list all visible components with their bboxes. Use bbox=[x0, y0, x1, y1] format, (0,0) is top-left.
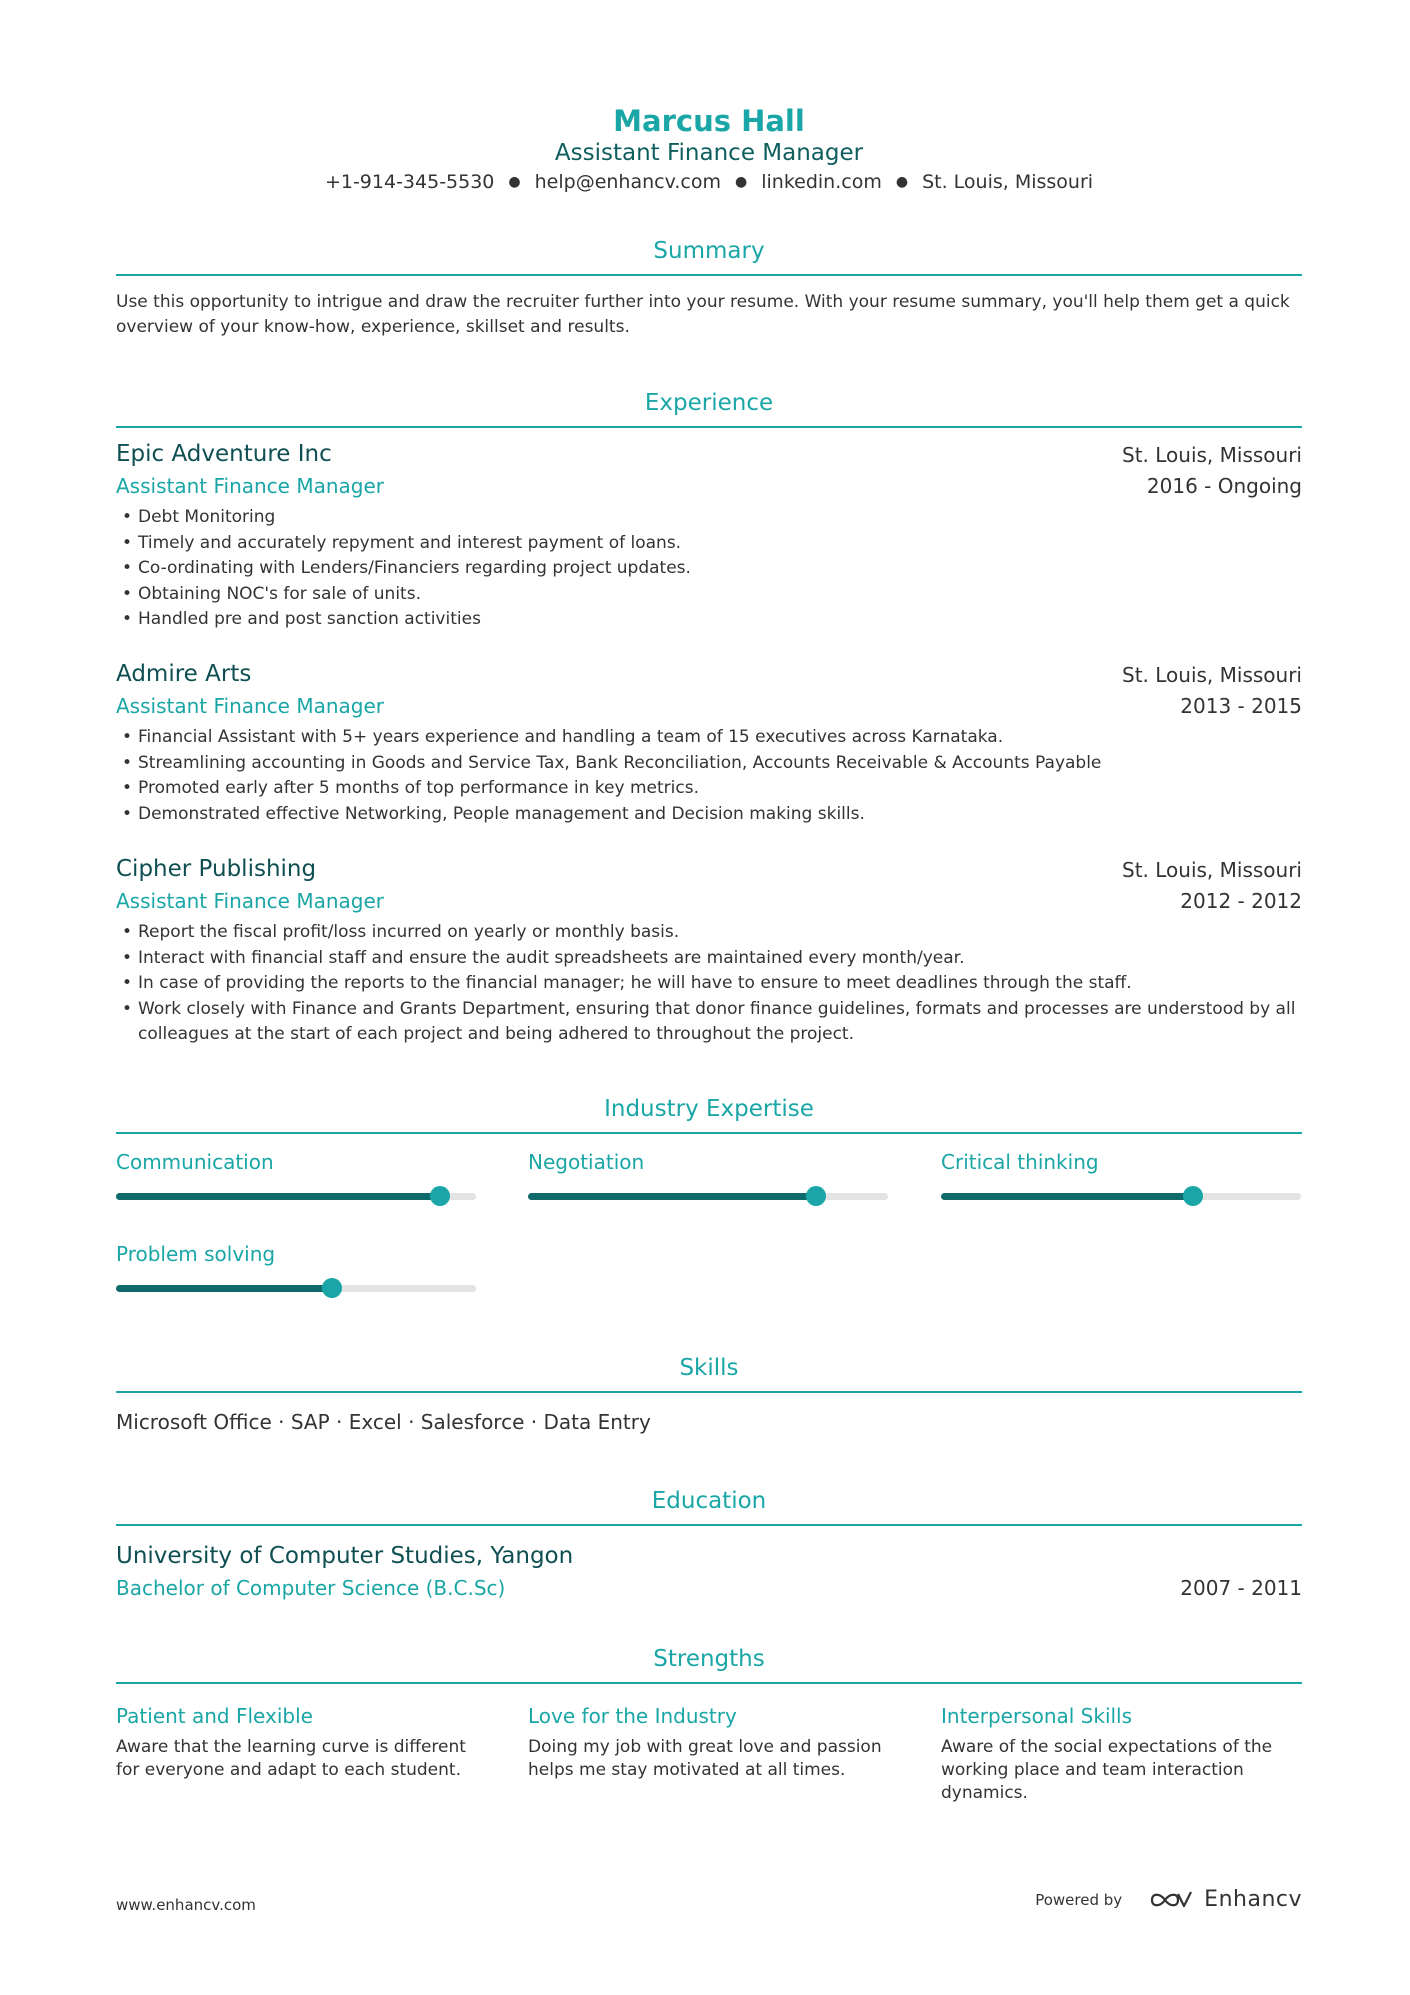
job-dates: 2013 - 2015 bbox=[1180, 694, 1302, 718]
section-title-expertise: Industry Expertise bbox=[604, 1096, 814, 1122]
job-role: Assistant Finance Manager bbox=[116, 889, 385, 913]
job-role: Assistant Finance Manager bbox=[116, 474, 385, 498]
expertise-fill bbox=[528, 1193, 816, 1200]
expertise-item bbox=[528, 1150, 888, 1174]
job-bullets bbox=[116, 725, 1302, 827]
job-bullets bbox=[116, 920, 1302, 1048]
list-item: • Demonstrated effective Networking, People management and Decision making skills. bbox=[116, 802, 1302, 828]
expertise-item bbox=[941, 1150, 1301, 1174]
education-dates: 2007 - 2011 bbox=[1180, 1576, 1302, 1600]
list-item: • Obtaining NOC's for sale of units. bbox=[116, 582, 1302, 608]
skill-separator: · bbox=[271, 1410, 291, 1434]
strength-desc: Doing my job with great love and passion helps me stay motivated at all times. bbox=[528, 1737, 882, 1780]
list-item: • Promoted early after 5 months of top performance in key metrics. bbox=[116, 776, 1302, 802]
skill-item: Salesforce bbox=[420, 1410, 525, 1434]
list-item: • Co-ordinating with Lenders/Financiers regarding project updates. bbox=[116, 556, 1302, 582]
expertise-knob-icon bbox=[430, 1186, 450, 1206]
company-name: Admire Arts bbox=[116, 661, 252, 687]
expertise-track bbox=[528, 1193, 888, 1200]
section-divider bbox=[116, 1524, 1302, 1526]
candidate-name: Marcus Hall bbox=[613, 104, 805, 138]
phone: +1-914-345-5530 bbox=[324, 171, 495, 193]
strength-title: Love for the Industry bbox=[528, 1704, 737, 1728]
footer-website-link[interactable]: www.enhancv.com bbox=[116, 1896, 256, 1914]
email-link[interactable]: help@enhancv.com bbox=[534, 171, 721, 193]
job-location: St. Louis, Missouri bbox=[1122, 663, 1302, 687]
company-name: Cipher Publishing bbox=[116, 856, 317, 882]
section-title-experience: Experience bbox=[644, 390, 774, 416]
list-item: • Financial Assistant with 5+ years experience and handling a team of 15 executives across Karnataka. bbox=[116, 725, 1302, 751]
expertise-knob-icon bbox=[1183, 1186, 1203, 1206]
section-title-strengths: Strengths bbox=[653, 1646, 765, 1672]
skill-item: Excel bbox=[348, 1410, 402, 1434]
skill-separator: · bbox=[401, 1410, 421, 1434]
expertise-item bbox=[116, 1150, 476, 1174]
section-divider bbox=[116, 1682, 1302, 1684]
section-title-education: Education bbox=[651, 1488, 767, 1514]
list-item: • Debt Monitoring bbox=[116, 505, 1302, 531]
job-dates: 2012 - 2012 bbox=[1180, 889, 1302, 913]
job-role: Assistant Finance Manager bbox=[116, 694, 385, 718]
strength-desc: Aware that the learning curve is different for everyone and adapt to each student. bbox=[116, 1737, 466, 1780]
expertise-label: Critical thinking bbox=[941, 1150, 1099, 1174]
summary-text: Use this opportunity to intrigue and draw the recruiter further into your resume. With your resume summary, you'll help them get a quick overview of your know-how, experience, skillset and results. bbox=[116, 292, 1290, 337]
education-school: University of Computer Studies, Yangon bbox=[116, 1543, 574, 1569]
bullet-dot-icon: ● bbox=[508, 174, 521, 190]
candidate-title: Assistant Finance Manager bbox=[554, 140, 864, 166]
section-divider bbox=[116, 1132, 1302, 1134]
section-title-skills: Skills bbox=[679, 1355, 739, 1381]
section-title-summary: Summary bbox=[653, 238, 765, 264]
skill-item: SAP bbox=[290, 1410, 330, 1434]
location: St. Louis, Missouri bbox=[922, 171, 1094, 193]
expertise-track bbox=[116, 1285, 476, 1292]
bullet-dot-icon: ● bbox=[735, 174, 748, 190]
expertise-track bbox=[941, 1193, 1301, 1200]
job-location: St. Louis, Missouri bbox=[1122, 858, 1302, 882]
job-location: St. Louis, Missouri bbox=[1122, 443, 1302, 467]
strength-item bbox=[941, 1704, 1311, 1805]
expertise-fill bbox=[116, 1285, 332, 1292]
list-item: • Timely and accurately repyment and interest payment of loans. bbox=[116, 531, 1302, 557]
job-dates: 2016 - Ongoing bbox=[1146, 474, 1302, 498]
skill-item: Microsoft Office bbox=[116, 1410, 272, 1434]
skill-separator: · bbox=[524, 1410, 544, 1434]
list-item: • Streamlining accounting in Goods and Service Tax, Bank Reconciliation, Accounts Receivable & Accounts Payable bbox=[116, 751, 1302, 777]
list-item: • In case of providing the reports to the financial manager; he will have to ensure to meet deadlines through the staff. bbox=[116, 971, 1302, 997]
list-item: • Work closely with Finance and Grants Department, ensuring that donor finance guidelines, formats and processes are understood by all colleagues at the start of each project and being adhered to throughout the project. bbox=[116, 997, 1302, 1048]
expertise-label: Negotiation bbox=[528, 1150, 645, 1174]
expertise-label: Problem solving bbox=[116, 1242, 276, 1266]
strength-title: Interpersonal Skills bbox=[941, 1704, 1133, 1728]
skills-list bbox=[116, 1410, 651, 1434]
footer-brand[interactable] bbox=[1035, 1887, 1302, 1912]
strength-item bbox=[528, 1704, 898, 1782]
skill-item: Data Entry bbox=[543, 1410, 651, 1434]
bullet-dot-icon: ● bbox=[895, 174, 909, 190]
strength-item bbox=[116, 1704, 486, 1782]
education-degree: Bachelor of Computer Science (B.C.Sc) bbox=[116, 1576, 506, 1600]
section-divider bbox=[116, 1391, 1302, 1393]
section-divider bbox=[116, 426, 1302, 428]
strength-title: Patient and Flexible bbox=[116, 1704, 313, 1728]
strength-desc: Aware of the social expectations of the working place and team interaction dynamics. bbox=[941, 1737, 1273, 1803]
powered-by-label: Powered by bbox=[1035, 1890, 1123, 1909]
skill-separator: · bbox=[329, 1410, 349, 1434]
expertise-label: Communication bbox=[116, 1150, 274, 1174]
expertise-item bbox=[116, 1242, 476, 1266]
linkedin-link[interactable]: linkedin.com bbox=[761, 171, 882, 193]
expertise-fill bbox=[116, 1193, 440, 1200]
contact-line bbox=[116, 171, 1302, 193]
section-divider bbox=[116, 274, 1302, 276]
expertise-fill bbox=[941, 1193, 1193, 1200]
enhancv-logo-icon bbox=[1148, 1888, 1194, 1912]
expertise-knob-icon bbox=[806, 1186, 826, 1206]
expertise-track bbox=[116, 1193, 476, 1200]
list-item: • Interact with financial staff and ensure the audit spreadsheets are maintained every month/year. bbox=[116, 946, 1302, 972]
brand-name: Enhancv bbox=[1204, 1887, 1302, 1912]
list-item: • Handled pre and post sanction activities bbox=[116, 607, 1302, 633]
list-item: • Report the fiscal profit/loss incurred on yearly or monthly basis. bbox=[116, 920, 1302, 946]
expertise-knob-icon bbox=[322, 1278, 342, 1298]
company-name: Epic Adventure Inc bbox=[116, 441, 332, 467]
job-bullets bbox=[116, 505, 1302, 633]
